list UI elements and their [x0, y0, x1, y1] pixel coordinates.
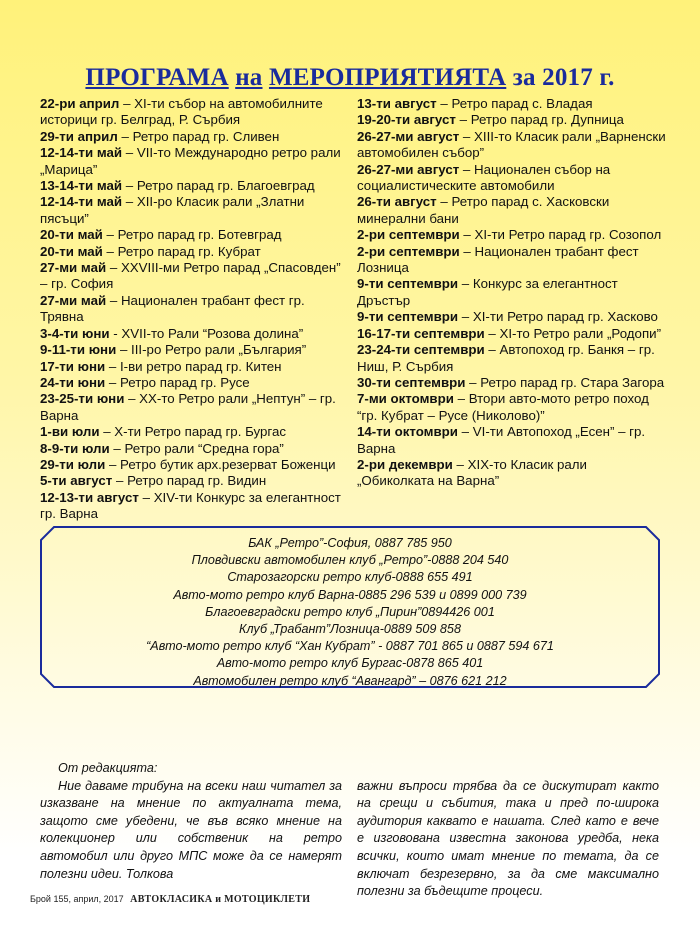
page-footer — [30, 894, 310, 905]
event-text: – XIV-ти Конкурс за елегантност гр. Варна — [40, 489, 341, 522]
club-line: Автомобилен ретро клуб “Авангард” – 0876 621 212 — [193, 673, 507, 688]
event-text: – Втори авто-мото ретро поход “гр. Кубрат – Русе (Николово)” — [357, 391, 649, 423]
event-text: – Национален трабант фест Лозница — [357, 243, 639, 276]
title-part-2: на — [235, 64, 263, 91]
event-date: 1-ви юли — [40, 424, 100, 440]
event-date: 12-14-ти май — [40, 194, 123, 210]
event-text: – Ретро парад гр. Дупница — [455, 112, 624, 128]
event-date: 16-17-ти септември — [357, 325, 485, 341]
event-item — [40, 424, 350, 440]
event-item — [357, 112, 667, 128]
event-item — [357, 424, 667, 457]
event-item — [357, 162, 667, 195]
event-date: 29-ти юли — [40, 456, 106, 472]
event-item — [357, 309, 667, 325]
event-item — [40, 129, 350, 145]
event-item — [357, 194, 667, 227]
editorial-right-paragraph: важни въпроси трябва да се дискутират както на срещи и събития, така и пред по-широка аудитория каквато е нашата. След като е вече е изговована известна законова уредба, нека всички, които имат мнение по темата, да се включат безрезервно, за да сме максимално полезни за бъдещите процеси. — [357, 778, 659, 899]
event-text: – VII-то Международно ретро рали „Марица” — [40, 145, 341, 177]
event-text: – XIX-то Класик рали „Обиколката на Варна” — [357, 456, 587, 489]
event-date: 30-ти септември — [357, 374, 466, 390]
event-text: – Ретро парад гр. Стара Загора — [465, 374, 665, 390]
clubs-box — [40, 526, 660, 688]
event-item — [40, 260, 350, 293]
events-right-column — [357, 96, 667, 490]
editorial-heading: От редакцията: — [58, 761, 158, 775]
club-line: Авто-мото ретро клуб Варна-0885 296 539 и 0899 000 739 — [173, 587, 527, 602]
event-date: 2-ри септември — [357, 243, 460, 259]
event-item — [40, 96, 350, 129]
event-date: 23-24-ти септември — [357, 342, 485, 358]
event-item — [40, 145, 350, 178]
event-date: 5-ти август — [40, 473, 113, 489]
event-text: – Ретро парад гр. Кубрат — [102, 243, 261, 259]
event-item — [357, 276, 667, 309]
event-item — [40, 490, 350, 523]
footer-issue: Брой 155, април, 2017 — [30, 894, 124, 904]
event-item — [40, 441, 350, 457]
event-item — [40, 391, 350, 424]
club-line: Старозагорски ретро клуб-0888 655 491 — [227, 570, 473, 585]
event-item — [40, 342, 350, 358]
event-text: – Ретро парад гр. Сливен — [117, 128, 280, 144]
club-line: Авто-мото ретро клуб Бургас-0878 865 401 — [216, 656, 484, 671]
event-text: – Национален трабант фест гр. Трявна — [40, 292, 305, 325]
event-text: – XI-то Ретро рали „Родопи” — [484, 325, 662, 341]
event-text: – XI-ти Ретро парад гр. Хасково — [458, 309, 658, 325]
event-date: 27-ми май — [40, 260, 107, 276]
event-item — [357, 96, 667, 112]
event-date: 26-27-ми август — [357, 128, 460, 144]
footer-magazine: АВТОКЛАСИКА и МОТОЦИКЛЕТИ — [130, 894, 311, 905]
event-date: 24-ти юни — [40, 374, 106, 390]
event-date: 2-ри декември — [357, 456, 453, 472]
event-date: 12-14-ти май — [40, 145, 123, 161]
event-item — [40, 194, 350, 227]
event-text: – Ретро парад гр. Ботевград — [102, 227, 282, 243]
event-text: – Ретро бутик арх.резерват Боженци — [105, 456, 336, 472]
event-text: – XXVIII-ми Ретро парад „Спасовден” – гр. София — [40, 260, 341, 292]
event-text: – XI-ти събор на автомобилните историци гр. Белград, Р. Сърбия — [40, 96, 323, 128]
event-date: 27-ми май — [40, 292, 107, 308]
event-item — [357, 342, 667, 375]
event-text: – XIII-то Класик рали „Варненски автомобилен събор” — [357, 128, 666, 161]
club-line: Благоевградски ретро клуб „Пирин”0894426 001 — [205, 604, 495, 619]
event-date: 8-9-ти юли — [40, 440, 110, 456]
editorial-right — [357, 760, 659, 901]
event-item — [357, 391, 667, 424]
event-item — [40, 227, 350, 243]
event-date: 22-ри април — [40, 96, 120, 111]
event-date: 7-ми октомври — [357, 391, 454, 407]
event-date: 9-ти септември — [357, 276, 459, 292]
event-date: 26-ти август — [357, 194, 437, 210]
event-item — [357, 375, 667, 391]
event-date: 13-ти август — [357, 96, 437, 111]
event-item — [40, 375, 350, 391]
event-item — [40, 457, 350, 473]
event-date: 9-11-ти юни — [40, 342, 117, 358]
event-item — [40, 473, 350, 489]
event-item — [357, 244, 667, 277]
event-item — [40, 293, 350, 326]
event-date: 9-ти септември — [357, 309, 459, 325]
event-text: – Конкурс за елегантност Дръстър — [357, 276, 618, 308]
event-item — [357, 227, 667, 243]
event-text: – XII-ро Класик рали „Златни пясъци” — [40, 194, 305, 226]
title-part-4: за 2017 г. — [512, 64, 615, 91]
editorial-left — [40, 760, 342, 883]
event-date: 3-4-ти юни — [40, 325, 110, 341]
event-text: – Национален събор на социалистическите автомобили — [357, 161, 611, 194]
club-line: БАК „Ретро”-София, 0887 785 950 — [248, 536, 452, 550]
event-text: – VI-ти Автопоход „Есен” – гр. Варна — [357, 424, 646, 456]
event-item — [40, 359, 350, 375]
event-text: – XI-ти Ретро парад гр. Созопол — [459, 227, 662, 243]
event-text: – Ретро парад гр. Благоевград — [122, 178, 315, 194]
event-date: 20-ти май — [40, 243, 103, 259]
event-text: – Ретро парад гр. Русе — [105, 374, 250, 390]
event-date: 14-ти октомври — [357, 424, 458, 440]
event-text: – I-ви ретро парад гр. Китен — [105, 358, 282, 374]
club-line: “Авто-мото ретро клуб “Хан Кубрат” - 0887 701 865 и 0887 594 671 — [146, 639, 554, 654]
event-text: – Ретро рали “Средна гора” — [109, 440, 284, 456]
event-item — [40, 326, 350, 342]
event-text: - XVII-то Рали “Розова долина” — [109, 325, 304, 341]
editorial-left-paragraph: Ние даваме трибуна на всеки наш читател за изказване на мнение по актуалната тема, защото сме убедени, че във всяко мнение на колекционер или собственик на ретро автомобил или друго МПС може да се намерят полезни идеи. Толкова — [40, 778, 342, 881]
event-item — [40, 178, 350, 194]
event-date: 29-ти април — [40, 128, 118, 144]
event-date: 12-13-ти август — [40, 489, 139, 505]
event-date: 26-27-ми август — [357, 161, 460, 177]
event-item — [357, 326, 667, 342]
event-date: 13-14-ти май — [40, 178, 123, 194]
title-part-3: МЕРОПРИЯТИЯТА — [268, 64, 507, 91]
events-left-column — [40, 96, 350, 523]
event-item — [357, 457, 667, 490]
event-item — [40, 244, 350, 260]
club-line: Пловдивски автомобилен клуб „Ретро”-0888 204 540 — [191, 553, 509, 568]
event-date: 2-ри септември — [357, 227, 460, 243]
event-text: – Ретро парад с. Владая — [436, 96, 593, 111]
event-text: – Ретро парад гр. Видин — [112, 473, 267, 489]
clubs-list — [40, 535, 660, 690]
event-date: 17-ти юни — [40, 358, 106, 374]
event-text: – III-ро Ретро рали „България” — [116, 342, 307, 358]
event-text: – X-ти Ретро парад гр. Бургас — [99, 424, 287, 440]
page-title — [0, 64, 700, 92]
event-text: – Автопоход гр. Банкя – гр. Ниш, Р. Сърбия — [357, 342, 655, 374]
club-line: Клуб „Трабант”Лозница-0889 509 858 — [239, 622, 461, 637]
event-date: 20-ти май — [40, 227, 103, 243]
event-item — [357, 129, 667, 162]
event-date: 23-25-ти юни — [40, 391, 125, 407]
event-date: 19-20-ти август — [357, 112, 456, 128]
event-text: – Ретро парад с. Хасковски минерални бани — [357, 194, 610, 226]
title-part-1: ПРОГРАМА — [85, 64, 229, 91]
event-text: – XX-то Ретро рали „Нептун” – гр. Варна — [40, 391, 336, 423]
